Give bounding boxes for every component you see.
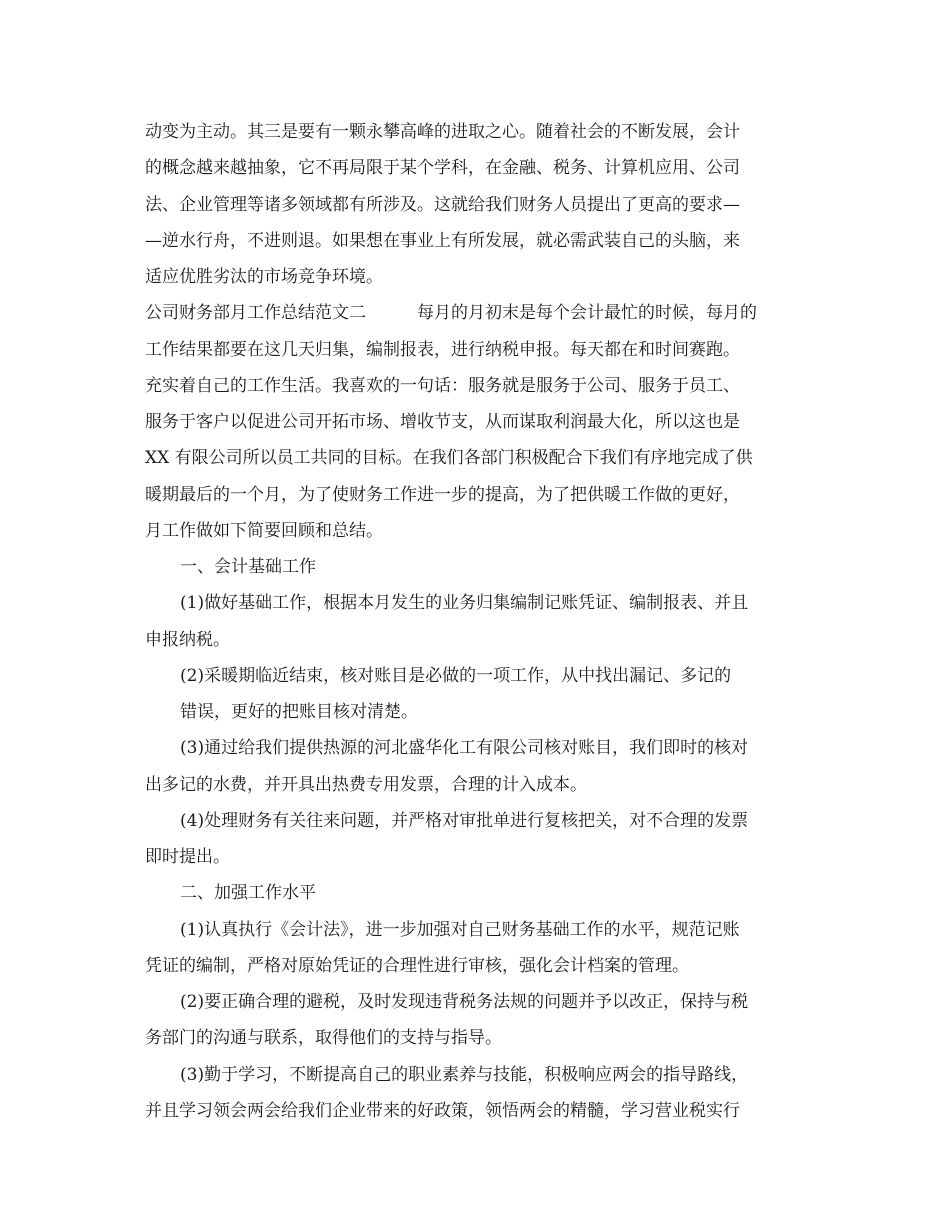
section-heading: 二、加强工作水平 <box>180 883 316 903</box>
list-item-line: 申报纳税。 <box>145 630 230 650</box>
list-item-line: (2)要正确合理的避税，及时发现违背税务法规的问题并予以改正，保持与税 <box>180 992 749 1012</box>
list-item-line: (3)通过给我们提供热源的河北盛华化工有限公司核对账目，我们即时的核对 <box>180 738 749 758</box>
paragraph-line: 充实着自己的工作生活。我喜欢的一句话：服务就是服务于公司、服务于员工、 <box>145 376 740 396</box>
paragraph-line: 服务于客户以促进公司开拓市场、增收节支，从而谋取利润最大化，所以这也是 <box>145 412 740 432</box>
paragraph-line: 暖期最后的一个月，为了使财务工作进一步的提高，为了把供暖工作做的更好， <box>145 485 740 505</box>
paragraph-line: 的概念越来越抽象，它不再局限于某个学科，在金融、税务、计算机应用、公司 <box>145 158 740 178</box>
list-item-line: (3)勤于学习，不断提高自己的职业素养与技能，积极响应两会的指导路线， <box>180 1065 749 1085</box>
paragraph-line: 工作结果都要在这几天归集，编制报表，进行纳税申报。每天都在和时间赛跑。 <box>145 340 740 360</box>
list-item-line: (1)认真执行《会计法》，进一步加强对自己财务基础工作的水平，规范记账 <box>180 920 740 940</box>
list-item-line: (4)处理财务有关往来问题，并严格对审批单进行复核把关，对不合理的发票 <box>180 811 749 831</box>
list-item-line: 错误，更好的把账目核对清楚。 <box>180 702 418 722</box>
list-item-line: 即时提出。 <box>145 847 230 867</box>
list-item-line: 并且学习领会两会给我们企业带来的好政策，领悟两会的精髓，学习营业税实行 <box>145 1101 740 1121</box>
section-heading: 一、会计基础工作 <box>180 557 316 577</box>
list-item-line: 务部门的沟通与联系，取得他们的支持与指导。 <box>145 1028 502 1048</box>
paragraph-line: 动变为主动。其三是要有一颗永攀高峰的进取之心。随着社会的不断发展，会计 <box>145 122 740 142</box>
list-item-line: (2)采暖期临近结束，核对账目是必做的一项工作，从中找出漏记、多记的 <box>180 666 732 686</box>
list-item-line: 出多记的水费，并开具出热费专用发票，合理的计入成本。 <box>145 775 587 795</box>
paragraph-line: —逆水行舟，不进则退。如果想在事业上有所发展，就必需武装自己的头脑，来 <box>145 231 740 251</box>
paragraph-line: 月工作做如下简要回顾和总结。 <box>145 521 383 541</box>
paragraph-line: 法、企业管理等诸多领域都有所涉及。这就给我们财务人员提出了更高的要求— <box>145 195 740 215</box>
list-item-line: (1)做好基础工作，根据本月发生的业务归集编制记账凭证、编制报表、并且 <box>180 593 749 613</box>
section-heading-line: 公司财务部月工作总结范文二 每月的月初末是每个会计最忙的时候，每月的 <box>145 303 757 323</box>
paragraph-line: XX 有限公司所以员工共同的目标。在我们各部门积极配合下我们有序地完成了供 <box>145 448 753 468</box>
paragraph-line: 适应优胜劣汰的市场竞争环境。 <box>145 267 383 287</box>
list-item-line: 凭证的编制，严格对原始凭证的合理性进行审核，强化会计档案的管理。 <box>145 956 689 976</box>
